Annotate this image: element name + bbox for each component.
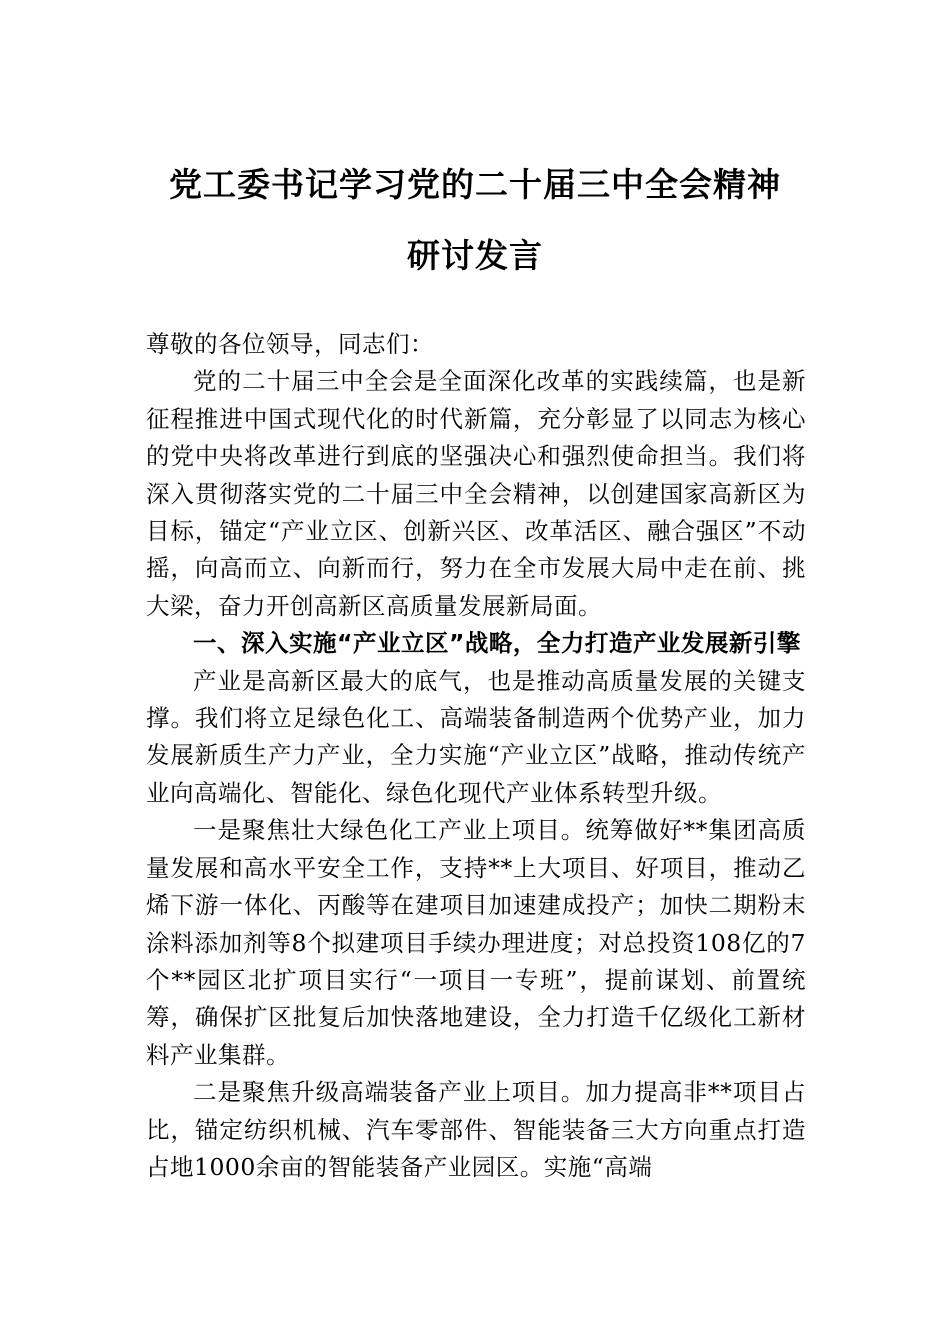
document-title-line-2: 研讨发言 xyxy=(407,236,543,275)
salutation: 尊敬的各位领导，同志们： xyxy=(146,330,434,358)
document-body xyxy=(146,326,806,1186)
body-paragraph-industry: 产业是高新区最大的底气，也是推动高质量发展的关键支撑。我们将立足绿色化工、高端装备制造两个优势产业，加力发展新质生产力产业，全力实施“产业立区”战略，推动传统产业向高端化、智能化、绿色化现代产业体系转型升级。 xyxy=(146,666,806,807)
body-paragraph-equipment: 二是聚焦升级高端装备产业上项目。加力提高非**项目占比，锚定纺织机械、汽车零部件、智能装备三大方向重点打造占地1000余亩的智能装备产业园区。实施“高端 xyxy=(146,1078,806,1181)
document-title-line-1: 党工委书记学习党的二十届三中全会精神 xyxy=(169,165,781,204)
body-paragraph-intro: 党的二十届三中全会是全面深化改革的实践续篇，也是新征程推进中国式现代化的时代新篇，充分彰显了以同志为核心的党中央将改革进行到底的坚强决心和强烈使命担当。我们将深入贯彻落实党的二十届三中全会精神，以创建国家高新区为目标，锚定“产业立区、创新兴区、改革活区、融合强区”不动摇，向高而立、向新而行，努力在全市发展大局中走在前、挑大梁，奋力开创高新区高质量发展新局面。 xyxy=(146,367,806,620)
body-paragraph-chemical: 一是聚焦壮大绿色化工产业上项目。统筹做好**集团高质量发展和高水平安全工作，支持**上大项目、好项目，推动乙烯下游一体化、丙酸等在建项目加速建成投产；加快二期粉末涂料添加剂等8个拟建项目手续办理进度；对总投资108亿的7个**园区北扩项目实行“一项目一专班”，提前谋划、前置统筹，确保扩区批复后加快落地建设，全力打造千亿级化工新材料产业集群。 xyxy=(146,816,806,1069)
section-heading-1: 一、深入实施“产业立区”战略，全力打造产业发展新引擎 xyxy=(193,629,801,658)
